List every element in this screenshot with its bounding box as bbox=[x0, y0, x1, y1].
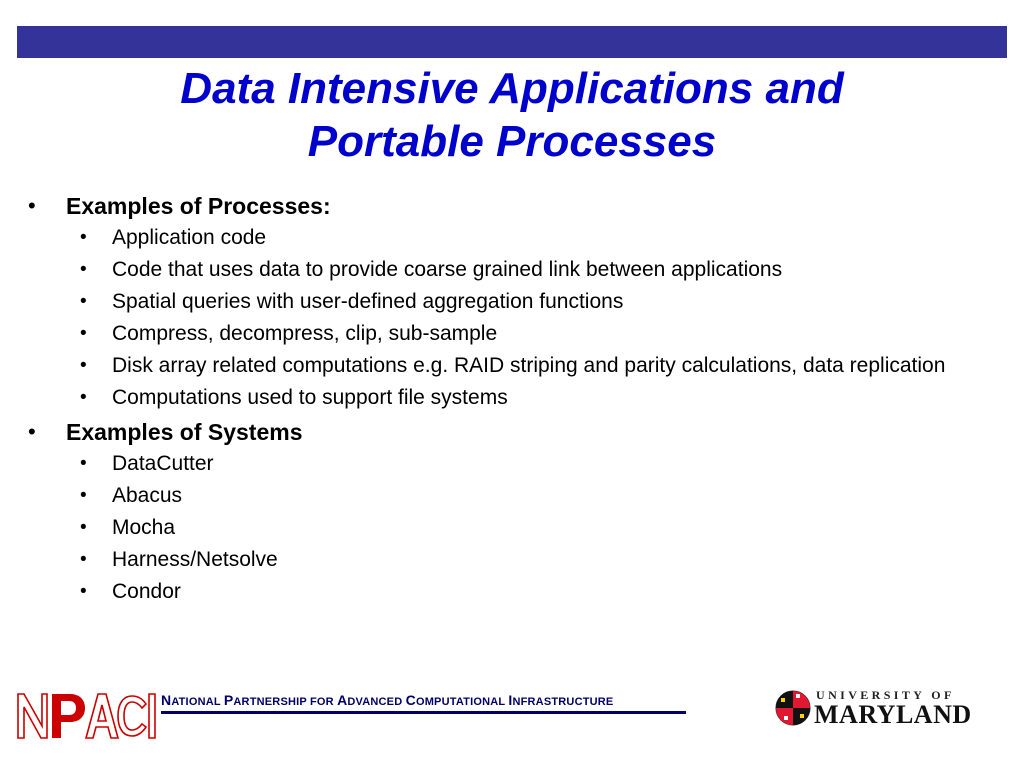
list-item-text: Spatial queries with user-defined aggregation functions bbox=[112, 290, 624, 313]
footer-word: PARTNERSHIP FOR bbox=[223, 692, 334, 708]
npaci-logo bbox=[16, 690, 158, 740]
university-of-label: UNIVERSITY OF bbox=[816, 688, 955, 702]
list-item bbox=[66, 350, 988, 382]
top-banner-bar bbox=[17, 26, 1007, 58]
list-item-text: Condor bbox=[112, 580, 181, 603]
list-item bbox=[66, 480, 988, 512]
bullet-icon: • bbox=[80, 227, 87, 248]
npaci-partnership-text bbox=[161, 692, 686, 708]
bullet-icon: • bbox=[80, 291, 87, 312]
footer-word: INFRASTRUCTURE bbox=[508, 692, 614, 708]
footer-underline bbox=[161, 711, 686, 714]
list-item-text: Disk array related computations e.g. RAID striping and parity calculations, data replication bbox=[112, 354, 946, 377]
bullet-icon: • bbox=[28, 193, 36, 218]
bullet-icon: • bbox=[28, 419, 36, 444]
bullet-icon: • bbox=[80, 453, 87, 474]
section-heading: Examples of Processes: bbox=[66, 193, 331, 219]
list-item bbox=[66, 576, 988, 608]
section-processes bbox=[28, 190, 988, 414]
bullet-icon: • bbox=[80, 581, 87, 602]
maryland-seal-icon bbox=[775, 690, 811, 726]
list-item-text: Mocha bbox=[112, 516, 176, 539]
list-item bbox=[66, 382, 988, 414]
list-item bbox=[66, 512, 988, 544]
bullet-icon: • bbox=[80, 387, 87, 408]
bullet-icon: • bbox=[80, 485, 87, 506]
list-item bbox=[66, 544, 988, 576]
list-item-text: Harness/Netsolve bbox=[112, 548, 278, 571]
list-item-text: Computations used to support file systems bbox=[112, 386, 508, 409]
footer-word: COMPUTATIONAL bbox=[405, 692, 506, 708]
sub-bullet-list bbox=[66, 222, 988, 414]
bullet-icon: • bbox=[80, 259, 87, 280]
bullet-list bbox=[28, 190, 988, 608]
list-item-text: Abacus bbox=[112, 484, 183, 507]
footer-word: ADVANCED bbox=[337, 692, 403, 708]
section-systems bbox=[28, 416, 988, 608]
footer-word: NATIONAL bbox=[161, 692, 221, 708]
bullet-icon: • bbox=[80, 355, 87, 376]
list-item-text: Compress, decompress, clip, sub-sample bbox=[112, 322, 498, 345]
list-item bbox=[66, 222, 988, 254]
bullet-icon: • bbox=[80, 323, 87, 344]
slide-title bbox=[0, 62, 1024, 168]
bullet-icon: • bbox=[80, 517, 87, 538]
list-item bbox=[66, 448, 988, 480]
slide-title-line-2: Portable Processes bbox=[307, 117, 717, 166]
section-heading: Examples of Systems bbox=[66, 419, 303, 445]
list-item-text: Code that uses data to provide coarse grained link between applications bbox=[112, 258, 783, 281]
list-item bbox=[66, 286, 988, 318]
list-item bbox=[66, 254, 988, 286]
sub-bullet-list bbox=[66, 448, 988, 608]
list-item-text: Application code bbox=[112, 226, 267, 249]
list-item bbox=[66, 318, 988, 350]
bullet-icon: • bbox=[80, 549, 87, 570]
slide-title-line-1: Data Intensive Applications and bbox=[180, 64, 844, 113]
slide-body bbox=[28, 190, 988, 608]
maryland-label: MARYLAND bbox=[814, 700, 972, 729]
list-item-text: DataCutter bbox=[112, 452, 214, 475]
